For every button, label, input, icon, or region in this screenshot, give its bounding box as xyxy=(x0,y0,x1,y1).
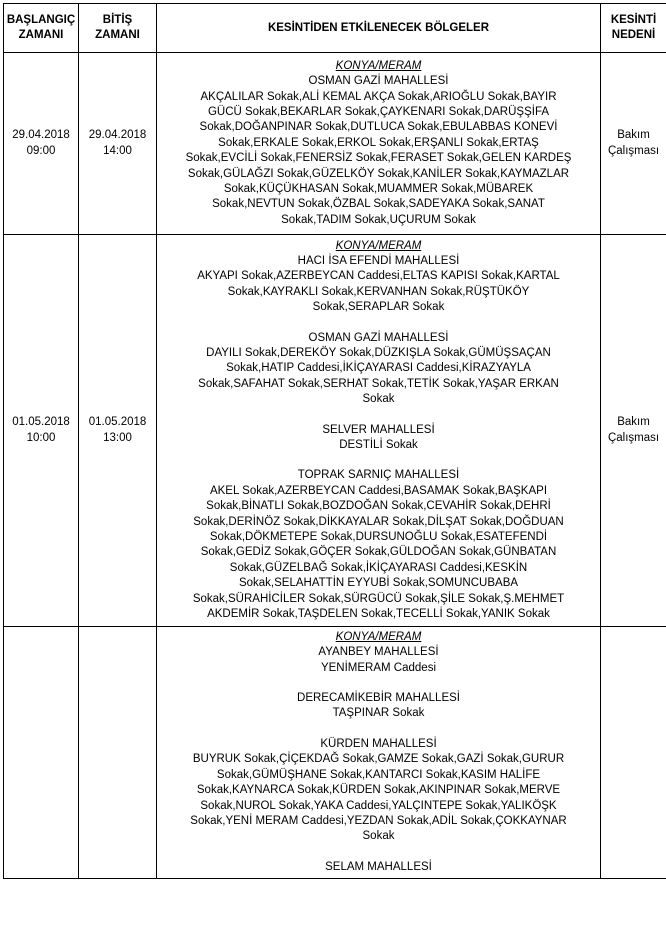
neighborhood-name: KÜRDEN MAHALLESİ xyxy=(320,737,437,750)
header-start-time: BAŞLANGIÇ ZAMANI xyxy=(4,4,79,53)
city-label: KONYA/MERAM xyxy=(335,59,422,72)
start-time-cell: 01.05.2018 10:00 xyxy=(4,235,79,627)
reason-cell: Bakım Çalışması xyxy=(601,53,666,235)
neighborhood-name: AYANBEY MAHALLESİ xyxy=(318,646,439,659)
table-row xyxy=(4,235,666,627)
neighborhood-block xyxy=(157,74,600,228)
street-list: BUYRUK Sokak,ÇİÇEKDAĞ Sokak,GAMZE Sokak,GAZİ Sokak,GURUR Sokak,GÜMÜŞHANE Sokak,KANTARCI Sokak,KASIM HALİFE Sokak,KAYNARCA Sokak,KÜRDEN Sokak,AKINPINAR Sokak,MERVE Sokak,NUROL Sokak,YAKA Caddesi,YALÇINTEPE Sokak,YALIKÖŞK Sokak,YENİ MERAM Caddesi,YEZDAN Sokak,ADİL Sokak,ÇOKKAYNAR Sokak xyxy=(190,753,567,843)
neighborhood-block xyxy=(157,254,600,316)
header-affected-regions: KESİNTİDEN ETKİLENECEK BÖLGELER xyxy=(157,4,601,53)
reason-cell xyxy=(601,627,666,879)
street-list: DAYILI Sokak,DEREKÖY Sokak,DÜZKIŞLA Sokak,GÜMÜŞSAÇAN Sokak,HATIP Caddesi,İKİÇAYARASI Caddesi,KİRAZYAYLA Sokak,SAFAHAT Sokak,SERHAT Sokak,TETİK Sokak,YAŞAR ERKAN Sokak xyxy=(198,346,559,406)
neighborhood-block xyxy=(157,860,600,875)
neighborhood-block xyxy=(157,468,600,622)
regions-cell xyxy=(157,53,601,235)
regions-cell xyxy=(157,627,601,879)
neighborhood-name: OSMAN GAZİ MAHALLESİ xyxy=(308,331,449,344)
header-row xyxy=(4,4,666,53)
street-list: AKYAPI Sokak,AZERBEYCAN Caddesi,ELTAS KAPISI Sokak,KARTAL Sokak,KAYRAKLI Sokak,KERVANHAN Sokak,RÜŞTÜKÖY Sokak,SERAPLAR Sokak xyxy=(197,270,560,314)
street-list: AKÇALILAR Sokak,ALİ KEMAL AKÇA Sokak,ARIOĞLU Sokak,BAYIR GÜCÜ Sokak,BEKARLAR Sokak,ÇAYKENARI Sokak,DARÜŞŞİFA Sokak,DOĞANPINAR Sokak,DUTLUCA Sokak,EBULABBAS KONEVİ Sokak,ERKALE Sokak,ERKOL Sokak,ERŞANLI Sokak,ERTAŞ Sokak,EVCİLİ Sokak,FENERSİZ Sokak,FERASET Sokak,GELEN KARDEŞ Sokak,GÜLAĞZI Sokak,GÜZELKÖY Sokak,KANİLER Sokak,KAYMAZLAR Sokak,KÜÇÜKHASAN Sokak,MUAMMER Sokak,MÜBAREK Sokak,NEVTUN Sokak,ÖZBAL Sokak,SADEYAKA Sokak,SANAT Sokak,TADIM Sokak,UÇURUM Sokak xyxy=(185,90,572,226)
street-list: AKEL Sokak,AZERBEYCAN Caddesi,BASAMAK Sokak,BAŞKAPI Sokak,BİNATLI Sokak,BOZDOĞAN Sokak,CEVAHİR Sokak,DEHRİ Sokak,DERİNÖZ Sokak,DİKKAYALAR Sokak,DİLŞAT Sokak,DOĞDUAN Sokak,DÖKMETEPE Sokak,DURSUNOĞLU Sokak,ESATEFENDİ Sokak,GEDİZ Sokak,GÖÇER Sokak,GÜLDOĞAN Sokak,GÜNBATAN Sokak,GÜZELBAĞ Sokak,İKİÇAYARASI Caddesi,KESKİN Sokak,SELAHATTİN EYYUBİ Sokak,SOMUNCUBABA Sokak,SÜRAHİCİLER Sokak,SÜRGÜCÜ Sokak,ŞİLE Sokak,Ş.MEHMET AKDEMİR Sokak,TAŞDELEN Sokak,TECELLİ Sokak,YANIK Sokak xyxy=(192,484,565,621)
end-time-cell: 01.05.2018 13:00 xyxy=(79,235,157,627)
regions-cell xyxy=(157,235,601,627)
neighborhood-name: SELAM MAHALLESİ xyxy=(325,860,432,873)
neighborhood-name: DERECAMİKEBİR MAHALLESİ xyxy=(297,692,460,705)
end-time-cell: 29.04.2018 14:00 xyxy=(79,53,157,235)
street-list: TAŞPINAR Sokak xyxy=(332,707,425,720)
neighborhood-block xyxy=(157,423,600,454)
neighborhood-name: TOPRAK SARNIÇ MAHALLESİ xyxy=(297,469,460,482)
city-label: KONYA/MERAM xyxy=(335,239,422,252)
start-time-cell xyxy=(4,627,79,879)
end-time-cell xyxy=(79,627,157,879)
neighborhood-block xyxy=(157,331,600,408)
table-row xyxy=(4,627,666,879)
outage-table xyxy=(3,3,666,879)
header-outage-reason: KESİNTİ NEDENİ xyxy=(601,4,666,53)
neighborhood-name: OSMAN GAZİ MAHALLESİ xyxy=(308,75,449,88)
table-row xyxy=(4,53,666,235)
header-end-time: BİTİŞ ZAMANI xyxy=(79,4,157,53)
neighborhood-name: SELVER MAHALLESİ xyxy=(322,423,435,436)
neighborhood-block xyxy=(157,691,600,722)
neighborhood-block xyxy=(157,737,600,845)
street-list: DESTİLİ Sokak xyxy=(339,439,418,451)
neighborhood-block xyxy=(157,645,600,676)
neighborhood-name: HACI İSA EFENDİ MAHALLESİ xyxy=(297,254,460,267)
street-list: YENİMERAM Caddesi xyxy=(320,661,437,674)
reason-cell: Bakım Çalışması xyxy=(601,235,666,627)
city-label: KONYA/MERAM xyxy=(335,630,422,643)
start-time-cell: 29.04.2018 09:00 xyxy=(4,53,79,235)
